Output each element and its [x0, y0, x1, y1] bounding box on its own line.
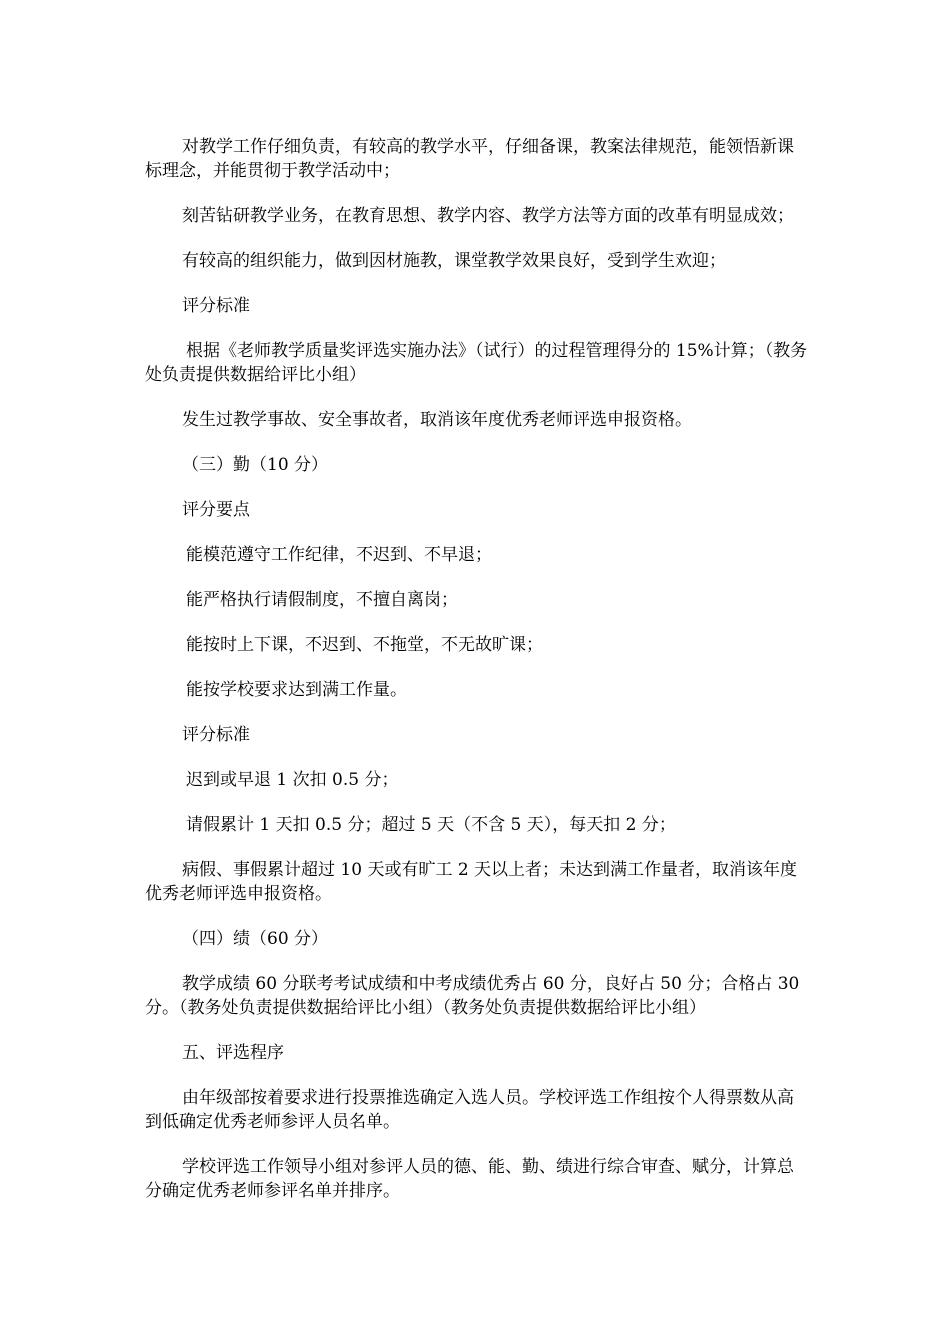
paragraph-grade-voting: 由年级部按着要求进行投票推选确定入选人员。学校评选工作组按个人得票数从高到低确定优秀老师参评人员名单。 — [145, 1088, 794, 1132]
heading-scoring-points: 评分要点 — [182, 500, 250, 520]
heading-selection-procedure: 五、评选程序 — [182, 1043, 284, 1063]
paragraph-full-workload: 能按学校要求达到满工作量。 — [186, 680, 407, 700]
paragraph-class-punctuality: 能按时上下课，不迟到、不拖堂，不无故旷课； — [186, 635, 543, 655]
paragraph-teaching-research: 刻苦钻研教学业务，在教育思想、教学内容、教学方法等方面的改革有明显成效； — [182, 206, 794, 226]
heading-diligence-section: （三）勤（10 分） — [182, 455, 329, 475]
paragraph-teaching-responsibility: 对教学工作仔细负责，有较高的教学水平，仔细备课，教案法律规范，能领悟新课标理念，并能贯彻于教学活动中； — [145, 137, 794, 181]
heading-scoring-standard-2: 评分标准 — [182, 725, 250, 745]
paragraph-work-discipline: 能模范遵守工作纪律，不迟到、不早退； — [186, 545, 492, 565]
document-body — [145, 135, 810, 1224]
heading-scoring-standard-1: 评分标准 — [182, 296, 250, 316]
paragraph-late-deduction: 迟到或早退 1 次扣 0.5 分； — [186, 770, 399, 790]
paragraph-quality-award-score: 根据《老师教学质量奖评选实施办法》（试行）的过程管理得分的 15%计算；（教务处负责提供数据给评比小组） — [145, 341, 808, 385]
paragraph-leave-deduction: 请假累计 1 天扣 0.5 分；超过 5 天（不含 5 天），每天扣 2 分； — [186, 815, 676, 835]
heading-performance-section: （四）绩（60 分） — [182, 929, 329, 949]
paragraph-organization-ability: 有较高的组织能力，做到因材施教，课堂教学效果良好，受到学生欢迎； — [182, 251, 726, 271]
paragraph-absence-disqualification: 病假、事假累计超过 10 天或有旷工 2 天以上者；未达到满工作量者，取消该年度优秀老师评选申报资格。 — [145, 860, 798, 904]
paragraph-teaching-results: 教学成绩 60 分联考考试成绩和中考成绩优秀占 60 分，良好占 50 分；合格占 30 分。（教务处负责提供数据给评比小组）（教务处负责提供数据给评比小组） — [145, 974, 800, 1018]
paragraph-leave-system: 能严格执行请假制度，不擅自离岗； — [186, 590, 458, 610]
paragraph-comprehensive-review: 学校评选工作领导小组对参评人员的德、能、勤、绩进行综合审查、赋分，计算总分确定优秀老师参评名单并排序。 — [145, 1157, 794, 1201]
paragraph-accident-disqualification: 发生过教学事故、安全事故者，取消该年度优秀老师评选申报资格。 — [182, 410, 692, 430]
